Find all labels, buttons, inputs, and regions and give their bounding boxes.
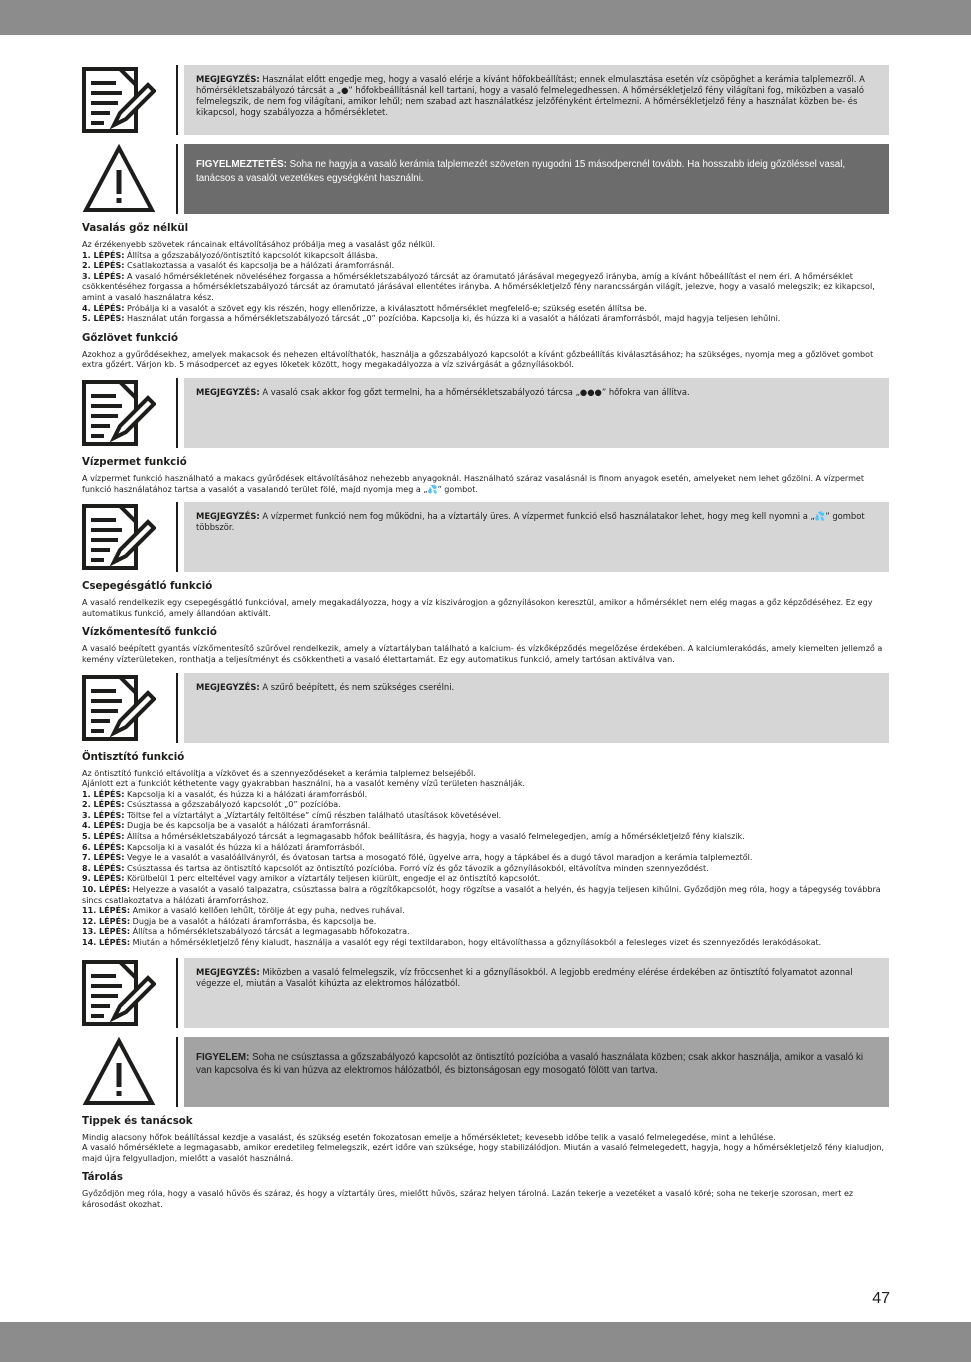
warning-text: Soha ne csúsztassa a gőzszabályozó kapcsolót az öntisztító pozícióba a vasaló használata közben; csak akkor használja, amikor a vasaló ki van kapcsolva és ki van húzva az elektromos hálózatból, és biztonságosan egy mosogató fölött van tartva. xyxy=(196,1051,864,1077)
callout-rule xyxy=(176,65,178,135)
section-text: A vasaló beépített gyantás vízkőmentesítő szűrővel rendelkezik, amely a víztartályban található a kalcium- és vízkőképződés megelőzése érdekében. A kalciumlerakódás, amely kiemelten jellemző a kemény vízterületeken, ronthatja a teljesítményt és csökkentheti a vasaló élettartamát. Ez egy automatikus funkció, amely tartósan aktiválva van. xyxy=(82,644,883,664)
note-label: MEGJEGYZÉS: xyxy=(196,966,260,977)
section-title-anti-drip: Csepegésgátló funkció xyxy=(82,581,213,593)
step-item: 3. LÉPÉS: A vasaló hőmérsékletének növeléséhez forgassa a hőmérsékletszabályozó tárcsát az óramutató járásával megegyező irányba, amíg a kívánt hőbeállítást el nem éri. A hőmérséklet csökkentéséhez forgassa a hőmérsékletszabályozó tárcsát az óramutató járásával ellentétes irányba. A hőmérsékletjelző fény narancssárgán világít, jelezve, hogy a vasaló melegszik; ez kikapcsol, amint a vasaló használatra kész. xyxy=(82,271,875,302)
warning-callout-2 xyxy=(82,1037,889,1107)
page-number: 47 xyxy=(872,1290,890,1307)
note-pencil-icon xyxy=(82,378,160,448)
section-title-tips: Tippek és tanácsok xyxy=(82,1115,193,1127)
note-box xyxy=(184,673,889,743)
note-callout-3 xyxy=(82,502,889,572)
warning-callout-1 xyxy=(82,144,889,214)
section-title-steam-shot: Gőzlövet funkció xyxy=(82,332,178,344)
callout-rule xyxy=(176,378,178,448)
step-item: 4. LÉPÉS: Próbálja ki a vasalót a szövet egy kis részén, hogy ellenőrizze, a kiválasztott hőmérséklet megfelelő-e; szükség esetén állítsa be. xyxy=(82,303,647,313)
callout-rule xyxy=(176,502,178,572)
callout-rule xyxy=(176,1037,178,1107)
section-text: Azokhoz a gyűrődésekhez, amelyek makacsok és nehezen eltávolíthatók, használja a gőzszabályozó kapcsolót a kívánt gőzbeállítás kiválasztásához; ha szükséges, nyomja meg a gőzlövet gombot extra gőzért. Várjon kb. 5 másodpercet az egyes löketek között, hogy megakadályozza a víz szivárgását a gőznyílásokból. xyxy=(82,349,874,370)
step-item: 13. LÉPÉS: Állítsa a hőmérsékletszabályozó tárcsát a legmagasabb hőfokozatra. xyxy=(82,927,410,937)
note-text: A szűrő beépített, és nem szükséges cserélni. xyxy=(259,681,455,692)
section-text: Mindig alacsony hőfok beállítással kezdje a vasalást, és szükség esetén fokozatosan emelje a hőmérsékletet; kevesebb időbe telik a vasaló felmelegedése, mint a lehűlése. xyxy=(82,1132,776,1142)
note-text: A vasaló csak akkor fog gőzt termelni, ha a hőmérsékletszabályozó tárcsa „●●●” hőfokra van állítva. xyxy=(259,386,690,397)
note-pencil-icon xyxy=(82,502,160,572)
section-intro: Az érzékenyebb szövetek ráncainak eltávolításához próbálja meg a vasalást gőz nélkül. xyxy=(82,240,436,249)
bottom-band xyxy=(0,1322,971,1362)
step-item: 5. LÉPÉS: Használat után forgassa a hőmérsékletszabályozó tárcsát „0” pozícióba. Kapcsolja ki, és húzza ki a vasalót a hálózati áramforrásból, majd hagyja teljesen lehűlni. xyxy=(82,314,781,324)
warning-triangle-icon xyxy=(82,144,160,214)
section-title-water-spray: Vízpermet funkció xyxy=(82,456,187,468)
step-item: 12. LÉPÉS: Dugja be a vasalót a hálózati áramforrásba, és kapcsolja be. xyxy=(82,916,377,926)
section-text: A vízpermet funkció használható a makacs gyűrődések eltávolításához nehezebb anyagoknál. Használható száraz vasalásnál is finom anyagok esetén, amelyeket nem lehet gőzölni. A vízpermet funkció használatához tartsa a vasalót a vasalandó terület fölé, majd nyomja meg a „💦” gombot. xyxy=(82,473,865,494)
callout-rule xyxy=(176,673,178,743)
note-label: MEGJEGYZÉS: xyxy=(196,74,260,84)
warning-label: FIGYELMEZTETÉS: xyxy=(196,159,287,170)
note-callout-4 xyxy=(82,673,889,743)
step-item: 11. LÉPÉS: Amikor a vasaló kellően lehűlt, törölje át egy puha, nedves ruhával. xyxy=(82,906,405,916)
note-callout-1 xyxy=(82,65,889,135)
step-item: 1. LÉPÉS: Állítsa a gőzszabályozó/öntisztító kapcsolót kikapcsolt állásba. xyxy=(82,250,378,260)
section-text: A vasaló rendelkezik egy csepegésgátló funkcióval, amely megakadályozza, hogy a víz kiszivárogjon a gőznyílásokon keresztül, amikor a hőmérséklet nem elég magas a gőz képződéséhez. Ez egy automatikus funkció, amely állandóan aktivált. xyxy=(82,598,873,618)
note-label: MEGJEGYZÉS: xyxy=(196,386,260,397)
section-title-self-clean: Öntisztító funkció xyxy=(82,751,185,763)
note-box xyxy=(184,502,889,572)
warning-triangle-icon xyxy=(82,1037,160,1107)
note-text: Miközben a vasaló felmelegszik, víz fröccsenhet ki a gőznyílásokból. A legjobb eredmény elérése érdekében az öntisztító folyamatot azonnal végezze el, miután a Vasalót kihúzta az elektromos hálózatból. xyxy=(196,966,853,988)
callout-rule xyxy=(176,958,178,1028)
step-item: 14. LÉPÉS: Miután a hőmérsékletjelző fény kialudt, használja a vasalót egy régi textildarabon, hogy eltávolíthassa a gőznyílásokból a felesleges vizet és szennyeződés lerakódásokat. xyxy=(82,938,822,947)
step-item: 2. LÉPÉS: Csúsztassa a gőzszabályozó kapcsolót „0” pozícióba. xyxy=(82,800,341,810)
note-text: Használat előtt engedje meg, hogy a vasaló elérje a kívánt hőfokbeállítást; ennek elmulasztása esetén víz csöpöghet a kerámia talplemezről. A hőmérsékletszabályozó tárcsát a „●” hőfokbeállításnál kell tartani, hogy a vasaló felmelegedhessen. A hőmérsékletjelző fény világítani fog, miközben a vasaló felmelegszik, de nem fog világítani, amikor lehűl; nem szabad azt használatkész jelzőfényként értelmezni. A hőmérsékletjelző fény a használat közben be- és kikapcsol, hogy szabályozza a hőmérsékletet. xyxy=(196,74,865,117)
section-text: A vasaló hőmérséklete a legmagasabb, amikor eredetileg felmelegszik, ezért időre van szüksége, hogy stabilizálódjon. Miután a vasaló felmelegedett, hagyja, hogy a hőmérsékletjelző fény kialudjon, majd újra felgyulladjon, mielőtt a vasalót használná. xyxy=(82,1143,885,1163)
page-content xyxy=(82,65,889,1211)
callout-rule xyxy=(176,144,178,214)
note-pencil-icon xyxy=(82,958,160,1028)
note-box xyxy=(184,65,889,135)
section-intro: Ajánlott ezt a funkciót kéthetente vagy gyakrabban használni, ha a vasalót kemény vízű területen használják. xyxy=(82,779,526,789)
step-item: 6. LÉPÉS: Kapcsolja ki a vasalót és húzza ki a hálózati áramforrásból. xyxy=(82,842,365,852)
step-item: 10. LÉPÉS: Helyezze a vasalót a vasaló talpazatra, csúsztassa balra a rögzítőkapcsolót, hogy rögzítse a vasalót a helyén, és hagyja teljesen kihűlni. Győződjön meg róla, hogy a tápegység továbbra sincs csatlakoztatva a hálózati áramforráshoz. xyxy=(82,885,881,905)
top-band xyxy=(0,0,971,35)
note-box xyxy=(184,378,889,448)
step-item: 5. LÉPÉS: Állítsa a hőmérsékletszabályozó tárcsát a legmagasabb hőfok beállításra, és hagyja, hogy a vasaló felmelegedjen, amíg a hőmérsékletjelző fény kialszik. xyxy=(82,832,745,842)
section-title-storage: Tárolás xyxy=(82,1172,123,1184)
note-callout-5 xyxy=(82,958,889,1028)
note-box xyxy=(184,958,889,1028)
step-item: 3. LÉPÉS: Töltse fel a víztartályt a „Víztartály feltöltése” című részben található utasítások követésével. xyxy=(82,810,502,820)
warning-box xyxy=(184,144,889,214)
warning-text: Soha ne hagyja a vasaló kerámia talplemezét szöveten nyugodni 15 másodpercnél tovább. Ha hosszabb ideig gőzöléssel vasal, tanácsos a vasalót vezetékes egységként használni. xyxy=(196,159,846,184)
step-item: 7. LÉPÉS: Vegye le a vasalót a vasalóállványról, és óvatosan tartsa a mosogató fölé, ügyelve arra, hogy a tápkábel és a dugó távol maradjon a kerámia talplemeztől. xyxy=(82,853,753,863)
step-item: 9. LÉPÉS: Körülbelül 1 perc elteltével vagy amikor a víztartály teljesen kiürült, engedje el az öntisztító kapcsolót. xyxy=(82,874,541,884)
section-title-anti-calc: Vízkőmentesítő funkció xyxy=(82,627,217,639)
note-label: MEGJEGYZÉS: xyxy=(196,681,260,692)
section-title-ironing-without-steam: Vasalás gőz nélkül xyxy=(82,223,189,234)
warning-box xyxy=(184,1037,889,1107)
step-item: 2. LÉPÉS: Csatlakoztassa a vasalót és kapcsolja be a hálózati áramforrásnál. xyxy=(82,261,395,271)
step-item: 8. LÉPÉS: Csúsztassa és tartsa az öntisztító kapcsolót az öntisztító pozícióba. Forró víz és gőz távozik a gőznyílásokból, eltávolítva minden szennyeződést. xyxy=(82,863,709,873)
note-label: MEGJEGYZÉS: xyxy=(196,511,260,522)
note-text: A vízpermet funkció nem fog működni, ha a víztartály üres. A vízpermet funkció első használatakor lehet, hogy meg kell nyomni a „💦” gombot többször. xyxy=(196,511,865,533)
warning-label: FIGYELEM: xyxy=(196,1051,250,1063)
step-item: 1. LÉPÉS: Kapcsolja ki a vasalót, és húzza ki a hálózati áramforrásból. xyxy=(82,789,368,799)
section-text: Győződjön meg róla, hogy a vasaló hűvös és száraz, és hogy a víztartály üres, mielőtt hűvös, száraz helyen tárolná. Lazán tekerje a vezetéket a vasaló köré; soha ne tekerje szorosan, mert ez károsodást okozhat. xyxy=(82,1189,854,1209)
section-intro: Az öntisztító funkció eltávolítja a vízkövet és a szennyeződéseket a kerámia talplemez belsejéből. xyxy=(82,768,476,778)
note-pencil-icon xyxy=(82,65,160,135)
step-item: 4. LÉPÉS: Dugja be és kapcsolja be a vasalót a hálózati áramforrásnál. xyxy=(82,821,371,831)
note-callout-2 xyxy=(82,378,889,448)
note-pencil-icon xyxy=(82,673,160,743)
